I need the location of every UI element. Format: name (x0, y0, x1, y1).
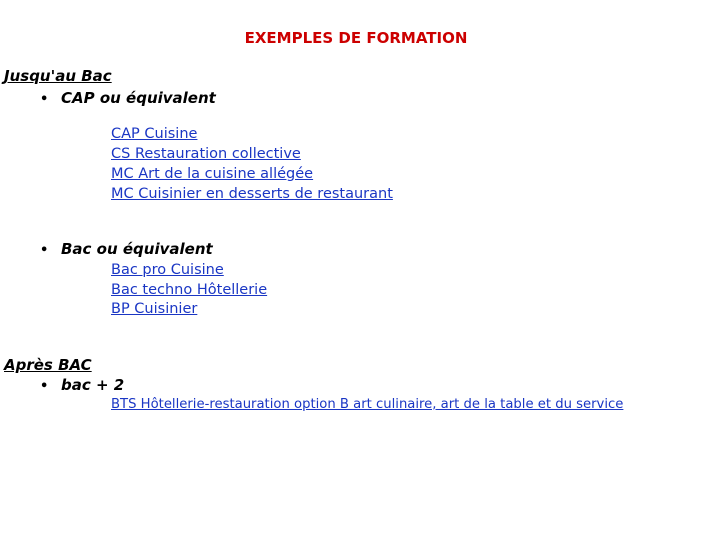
link-bac-pro-cuisine[interactable]: Bac pro Cuisine (111, 262, 224, 278)
bullet-icon: • (40, 379, 49, 394)
link-mc-art-cuisine-allegee[interactable]: MC Art de la cuisine allégée (111, 166, 314, 182)
link-bts-hotellerie-restauration[interactable]: BTS Hôtellerie-restauration option B art culinaire, art de la table et du service (111, 397, 624, 412)
page-title: EXEMPLES DE FORMATION (244, 29, 468, 47)
bullet-item-bac-plus-2 (40, 376, 124, 394)
section-heading-jusqu-au-bac: Jusqu'au Bac (4, 67, 112, 85)
link-bp-cuisinier[interactable]: BP Cuisinier (111, 301, 198, 317)
link-mc-cuisinier-desserts[interactable]: MC Cuisinier en desserts de restaurant (111, 186, 393, 202)
link-bac-techno-hotellerie[interactable]: Bac techno Hôtellerie (111, 282, 268, 298)
bullet-item-cap (40, 89, 216, 107)
bullet-icon: • (40, 92, 49, 107)
bullet-label: CAP ou équivalent (61, 89, 216, 107)
bullet-label: Bac ou équivalent (61, 240, 213, 258)
link-cap-cuisine[interactable]: CAP Cuisine (111, 126, 198, 142)
bullet-label: bac + 2 (61, 376, 125, 394)
section-heading-apres-bac: Après BAC (4, 356, 92, 374)
bullet-icon: • (40, 243, 49, 258)
link-cs-restauration-collective[interactable]: CS Restauration collective (111, 146, 301, 162)
bullet-item-bac (40, 240, 213, 258)
